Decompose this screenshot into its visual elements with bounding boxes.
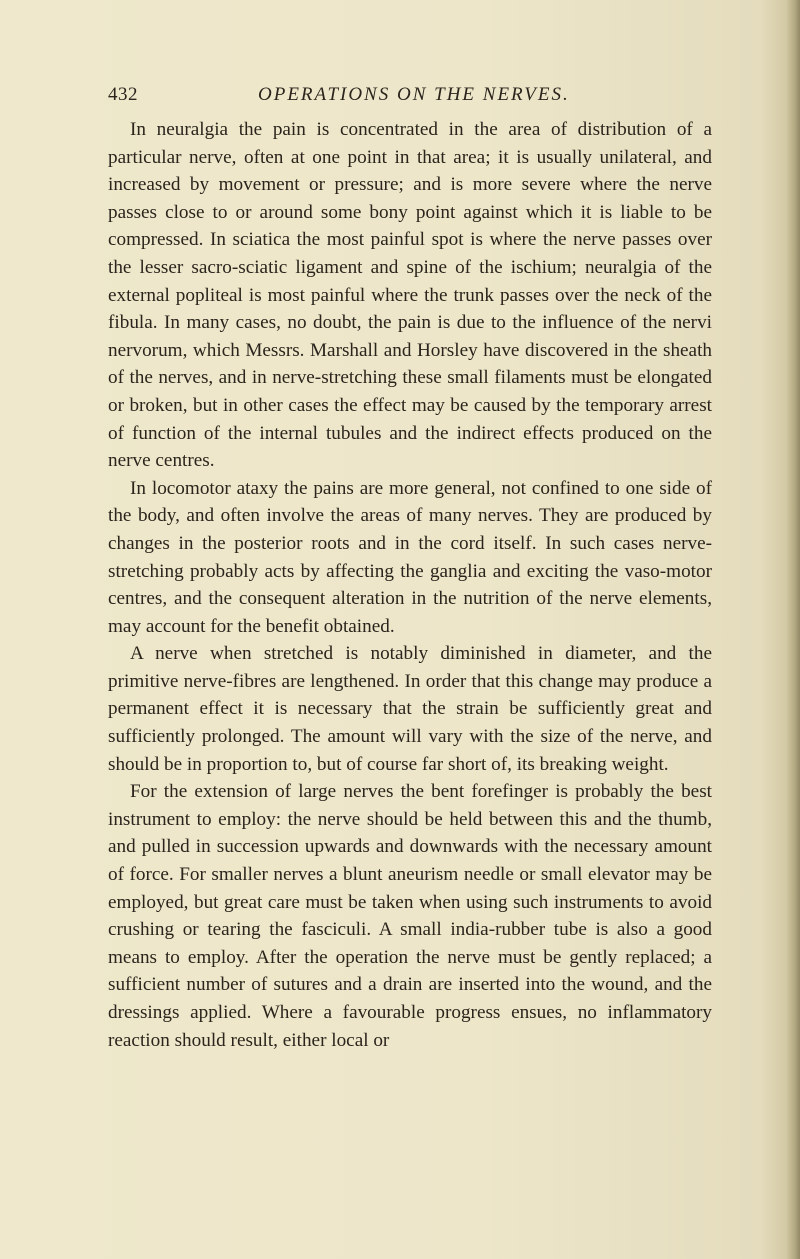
paragraph-neuralgia: In neuralgia the pain is concentrated in the area of distribution of a particular nerve, often at one point in that area; it is usually unilateral, and increased by movement or pressure; and is more severe where the nerve passes close to or around some bony point against which it is liable to be compressed. In sciatica the most painful spot is where the nerve passes over the lesser sacro-sciatic ligament and spine of the ischium; neuralgia of the external popliteal is most painful where the trunk passes over the neck of the fibula. In many cases, no doubt, the pain is due to the influence of the nervi nervorum, which Messrs. Marshall and Horsley have discovered in the sheath of the nerves, and in nerve-stretching these small filaments must be elongated or broken, but in other cases the effect may be caused by the temporary arrest of function of the internal tubules and the indirect effects produced on the nerve centres. [108,119,712,472]
paragraph-stretched-nerve: A nerve when stretched is notably diminished in diameter, and the primitive nerve-fibres are lengthened. In order that this change may produce a permanent effect it is necessary that the strain be sufficiently great and sufficiently prolonged. The amount will vary with the size of the nerve, and should be in proportion to, but of course far short of, its breaking weight. [108,643,712,775]
paragraph-extension-technique: For the extension of large nerves the bent forefinger is probably the best instrument to employ: the nerve should be held between this and the thumb, and pulled in succession upwards and downwards with the necessary amount of force. For smaller nerves a blunt aneurism needle or small elevator may be employed, but great care must be taken when using such instruments to avoid crushing or tearing the fasciculi. A small india-rubber tube is also a good means to employ. After the operation the nerve must be gently replaced; a sufficient number of sutures and a drain are inserted into the wound, and the dressings applied. Where a favourable progress ensues, no inflammatory reaction should result, either local or [108,781,712,1051]
body-text [108,116,712,1054]
page-header [108,84,708,114]
paragraph-locomotor-ataxy: In locomotor ataxy the pains are more general, not confined to one side of the body, and often involve the areas of many nerves. They are produced by changes in the posterior roots and in the cord itself. In such cases nerve-stretching probably acts by affecting the ganglia and exciting the vaso-motor centres, and the consequent alteration in the nutrition of the nerve elements, may account for the benefit obtained. [108,477,712,637]
page-edge-shadow [786,0,800,1259]
page-number: 432 [108,84,138,105]
running-title: OPERATIONS ON THE NERVES. [258,84,570,105]
